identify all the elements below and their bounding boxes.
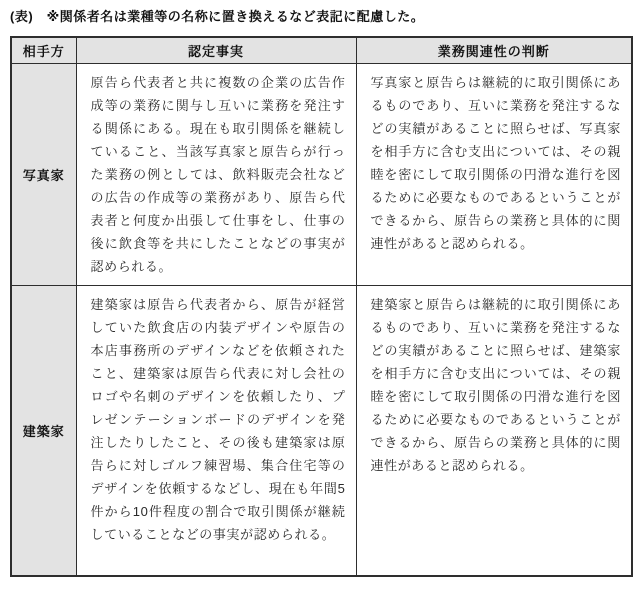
column-header-judgment: 業務関連性の判断 [356, 37, 632, 63]
judgment-cell-architect: 建築家と原告らは継続的に取引関係にあるものであり、互いに業務を発注するなどの実績があることに照らせば、建築家を相手方に含む支出については、その親睦を密にして取引関係の円滑な進行を図るために必要なものであるということができるから、原告らの業務と具体的に関連性があると認められる。 [356, 285, 632, 576]
facts-cell-photographer: 原告ら代表者と共に複数の企業の広告作成等の業務に関与し互いに業務を発注する関係にある。現在も取引関係を継続していること、当該写真家と原告らが行った業務の例としては、飲料販売会社などの広告の作成等の業務があり、原告ら代表者と何度か出張して仕事をし、仕事の後に飲食等を共にしたことなどの事実が認められる。 [76, 63, 356, 285]
facts-cell-architect: 建築家は原告ら代表者から、原告が経営していた飲食店の内装デザインや原告の本店事務所のデザインなどを依頼されたこと、建築家は原告ら代表に対し会社のロゴや名刺のデザインを依頼したり、プレゼンテーションボードのデザインを発注したりしたこと、その後も建築家は原告らに対しゴルフ練習場、集合住宅等のデザインを依頼するなどし、現在も年間5件から10件程度の割合で取引関係が継続していることなどの事実が認められる。 [76, 285, 356, 576]
judgment-cell-photographer: 写真家と原告らは継続的に取引関係にあるものであり、互いに業務を発注するなどの実績があることに照らせば、写真家を相手方に含む支出については、その親睦を密にして取引関係の円滑な進行を図るために必要なものであるということができるから、原告らの業務と具体的に関連性があると認められる。 [356, 63, 632, 285]
table-row-photographer [11, 63, 632, 285]
relevance-judgment-table [10, 36, 633, 577]
column-header-party: 相手方 [11, 37, 76, 63]
table-row-architect [11, 285, 632, 576]
party-label-photographer: 写真家 [11, 63, 76, 285]
table-caption: (表) ※関係者名は業種等の名称に置き換えるなど表記に配慮した。 [10, 9, 425, 24]
column-header-facts: 認定事実 [76, 37, 356, 63]
party-label-architect: 建築家 [11, 285, 76, 576]
table-header-row [11, 37, 632, 63]
